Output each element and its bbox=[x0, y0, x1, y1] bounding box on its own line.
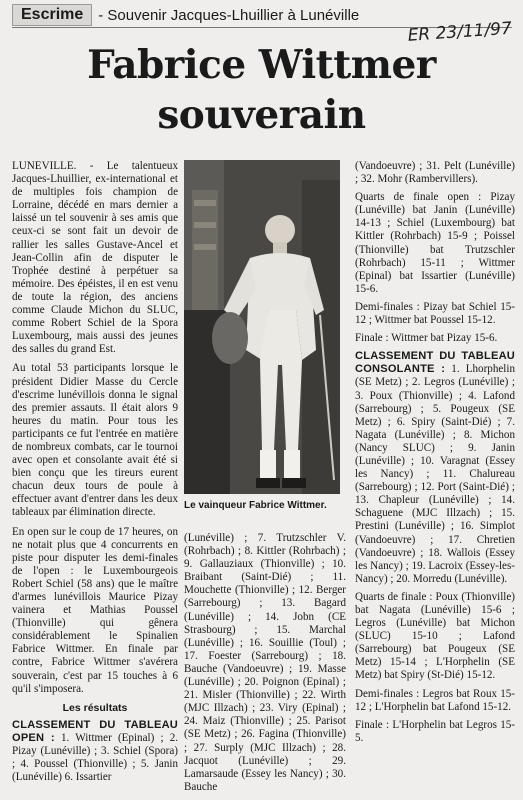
fencer-photo-illustration bbox=[184, 160, 340, 494]
article-paragraph-3: En open sur le coup de 17 heures, on ne notait plus que 4 concurrents en piste pour disputer les demi-finales de l'open : le Luxembourgeois Robert Schiel (58 ans) que le maître d'armes lunévillois Maurice Pizay vainera et Mathias Poussel (Thionville) qui gênera considérablement le Spinalien Fabrice Wittmer. En finale par contre, Fabrice Wittmer s'avérera souverain, c'est par 15 touches à 6 qu'il s'imposera. bbox=[12, 525, 178, 695]
article-intro: LUNEVILLE. - Le talentueux Jacques-Lhuillier, ex-international et de multiples fois champion de Lorraine, décédé en mars dernier a laissé un tel souvenir à ses amis que ceux-ci se sont fait un devoir de rallier les salles Gustave-Ancel et Jean-Collin afin de disputer le Trophée destiné à perpétuer sa mémoire. Des épéistes, il en est venu de toute la région, des anciens comme Claude Michon du SLUC, comme Robert Schiel de la Spora Luxembourg, mais aussi des jeunes des salles du grand Est. bbox=[12, 160, 178, 356]
section-subtitle: - Souvenir Jacques-Lhuillier à Lunéville bbox=[98, 6, 360, 24]
article-column-1 bbox=[12, 160, 178, 784]
headline bbox=[0, 40, 523, 140]
headline-line-2: souverain bbox=[157, 92, 366, 138]
results-open-final: Finale : Wittmer bat Pizay 15-6. bbox=[355, 332, 498, 345]
results-open-title: CLASSEMENT DU TABLEAU OPEN : bbox=[12, 718, 178, 744]
headline-line-1: Fabrice Wittmer bbox=[87, 42, 436, 88]
results-open-block bbox=[12, 719, 178, 784]
results-heading: Les résultats bbox=[62, 701, 128, 714]
article-paragraph-2: Au total 53 participants lorsque le président Didier Masse du Cercle d'escrime lunévillois donna le signal des premier assauts. Il était alors 9 heures du matin. Pour tous les participants ce fut l'entrée en matière de nombreux combats, car le tournoi avec open et consolante avait été si bien conçu que les tireurs eurent chacun deux tours de poule à effectuer avant d'entrer dans les deux tableaux par élimination directe. bbox=[12, 362, 178, 519]
results-consolante-list: 1. Lhorphelin (SE Metz) ; 2. Legros (Lunéville) ; 3. Poux (Thionville) ; 4. Lafond (Sarrebourg) ; 5. Pougeux (SE Metz) ; 6. Spiry (Saint-Dié) ; 7. Nagata (Lunéville) ; 8. Michon (Nancy SLUC) ; 9. Janin (Lunéville) ; 10. Varagnat (Essey les Nancy) ; 11. Chalureau (Sarrebourg) ; 12. Port (Saint-Dié) ; 13. Chapleur (Lunéville) ; 14. Schaguene (MJC Illzach) ; 15. Prestini (Lunéville) ; 16. Simplot (Vandoeuvre) ; 17. Chretien (Vandoeuvre) ; 18. Wallois (Essey les Nancy) ; 19. Lacroix (Essey-les-Nancy) ; 20. Morredu (Lunéville). bbox=[355, 363, 515, 585]
results-consolante-final: Finale : L'Horphelin bat Legros 15-5. bbox=[355, 718, 515, 744]
results-consolante-quarterfinals: Quarts de finale : Poux (Thionville) bat Nagata (Lunéville) 15-6 ; Legros (Lunéville) bat Michon (SLUC) 15-10 ; Lafond (Sarrebourg) bat Pougeux (SE Metz) 15-14 ; L'Horphelin (SE Metz) bat Spiry (St-Dié) 15-12. bbox=[355, 590, 515, 682]
article-column-3 bbox=[355, 160, 515, 750]
article-column-2 bbox=[184, 532, 346, 800]
results-open-semifinals: Demi-finales : Pizay bat Schiel 15-12 ; Wittmer bat Poussel 15-12. bbox=[355, 300, 515, 327]
photo-caption: Le vainqueur Fabrice Wittmer. bbox=[184, 500, 327, 511]
handwritten-date-note: ER 23/11/97 bbox=[407, 18, 513, 46]
winner-photo bbox=[184, 160, 340, 494]
results-open-list-part2: (Lunéville) ; 7. Trutzschler V. (Rohrbach) ; 8. Kittler (Rohrbach) ; 9. Gallauziaux (Thionville) ; 10. Braibant (Saint-Dié) ; 11. Mouchette (Thionville) ; 12. Berger (Sarrebourg) ; 13. Bagard (Lunéville) ; 14. Jobn (CE Strasbourg) ; 15. Marchal (Lunéville) ; 16. Souillie (Toul) ; 17. Foester (Sarrebourg) ; 18. Bauche (Vandoeuvre) ; 19. Masse (Lunéville) ; 20. Poignon (Epinal) ; 21. Misler (Thionville) ; 22. Wirth (MJC Illzach) ; 23. Viry (Epinal) ; 24. Maiz (Thionville) ; 25. Parisot (SE Metz) ; 26. Fagina (Thionville) ; 27. Surply (MJC Illzach) ; 28. Jacquot (Lunéville) ; 29. Lamarsaude (Essey les Nancy) ; 30. Bauche bbox=[184, 532, 346, 793]
results-consolante-block bbox=[355, 350, 515, 586]
results-open-quarterfinals: Quarts de finale open : Pizay (Lunéville) bat Janin (Lunéville) 14-13 ; Schiel (Luxembourg) bat Kittler (Rohrbach) 15-9 ; Poissel (Thionville) bat Trutzschler (Rohrbach) 15-11 ; Wittmer (Epinal) bat Issartier (Lunéville) 15-6. bbox=[355, 191, 515, 295]
results-open-list-part1: 1. Wittmer (Epinal) ; 2. Pizay (Lunéville) ; 3. Schiel (Spora) ; 4. Poussel (Thionville) ; 5. Janin (Lunéville) 6. Issartier bbox=[12, 731, 179, 784]
results-consolante-semifinals: Demi-finales : Legros bat Roux 15-12 ; L'Horphelin bat Lafond 15-12. bbox=[355, 687, 515, 713]
section-label: Escrime bbox=[12, 4, 92, 26]
results-consolante-title: CLASSEMENT DU TABLEAU CONSOLANTE : bbox=[355, 350, 515, 376]
section-header bbox=[12, 4, 512, 26]
results-open-list-part3: (Vandoeuvre) ; 31. Pelt (Lunéville) ; 32. Mohr (Rambervillers). bbox=[355, 160, 515, 186]
